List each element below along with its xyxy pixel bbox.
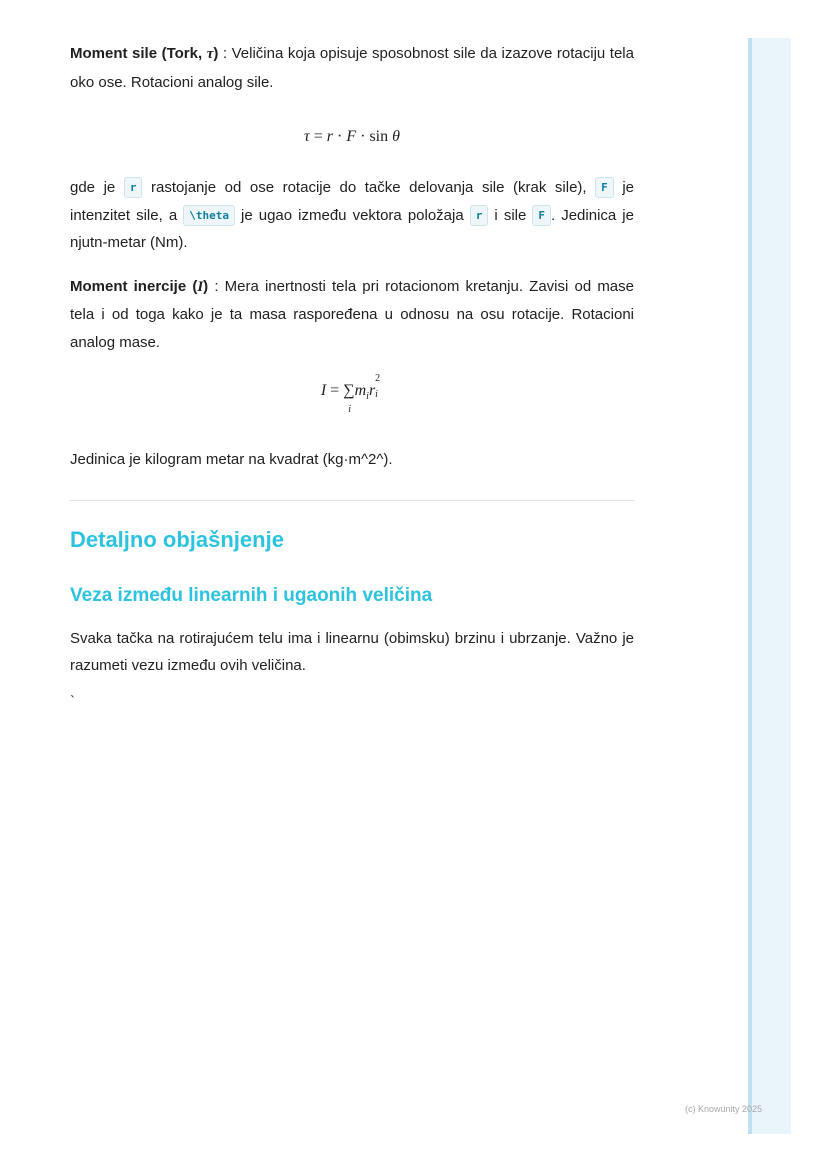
inline-code-r: r	[124, 177, 143, 198]
inertia-formula: I = ∑ i $m_ir$ 2 i	[320, 373, 381, 415]
inertia-unit: Jedinica je kilogram metar na kvadrat (kg·m^2^).	[70, 451, 393, 468]
section-heading: Detaljno objašnjenje	[70, 526, 284, 552]
torque-term: Moment sile (Tork, τ)	[70, 45, 219, 62]
side-panel	[748, 38, 791, 1134]
inertia-term: Moment inercije (I)	[70, 277, 209, 295]
inline-code-theta: \theta	[183, 205, 235, 226]
document-content	[70, 40, 634, 712]
inline-code-f: F	[595, 177, 614, 198]
inline-code-r: r	[470, 205, 489, 226]
subsection-heading: Veza između linearnih i ugaonih veličina	[70, 584, 433, 606]
inline-code-f: F	[532, 205, 551, 226]
torque-definition: Moment sile (Tork, τ) : Veličina koja opisuje sposobnost sile da izazove rotaciju tela oko ose. Rotacioni analog sile.	[70, 45, 634, 91]
section-divider	[70, 500, 634, 501]
subsection-text: Svaka tačka na rotirajućem telu ima i linearnu (obimsku) brzinu i ubrzanje. Važno je razumeti vezu između ovih veličina.	[70, 629, 634, 674]
stray-backtick: `	[70, 692, 75, 710]
copyright-footer: (c) Knowunity 2025	[685, 1104, 763, 1114]
inertia-definition: Moment inercije (I) : Mera inertnosti tela pri rotacionom kretanju. Zavisi od mase tela i od toga kako je ta masa raspoređena u odnosu na osu rotacije. Rotacioni analog mase.	[70, 277, 634, 351]
torque-formula: τ = r · F · sin θ	[304, 128, 400, 145]
torque-explanation: gde je r rastojanje od ose rotacije do tačke delovanja sile (krak sile), F je intenzitet sile, a \theta je ugao između vektora položaja r i sile F . Jedinica je njutn-metar (Nm).	[70, 179, 634, 251]
